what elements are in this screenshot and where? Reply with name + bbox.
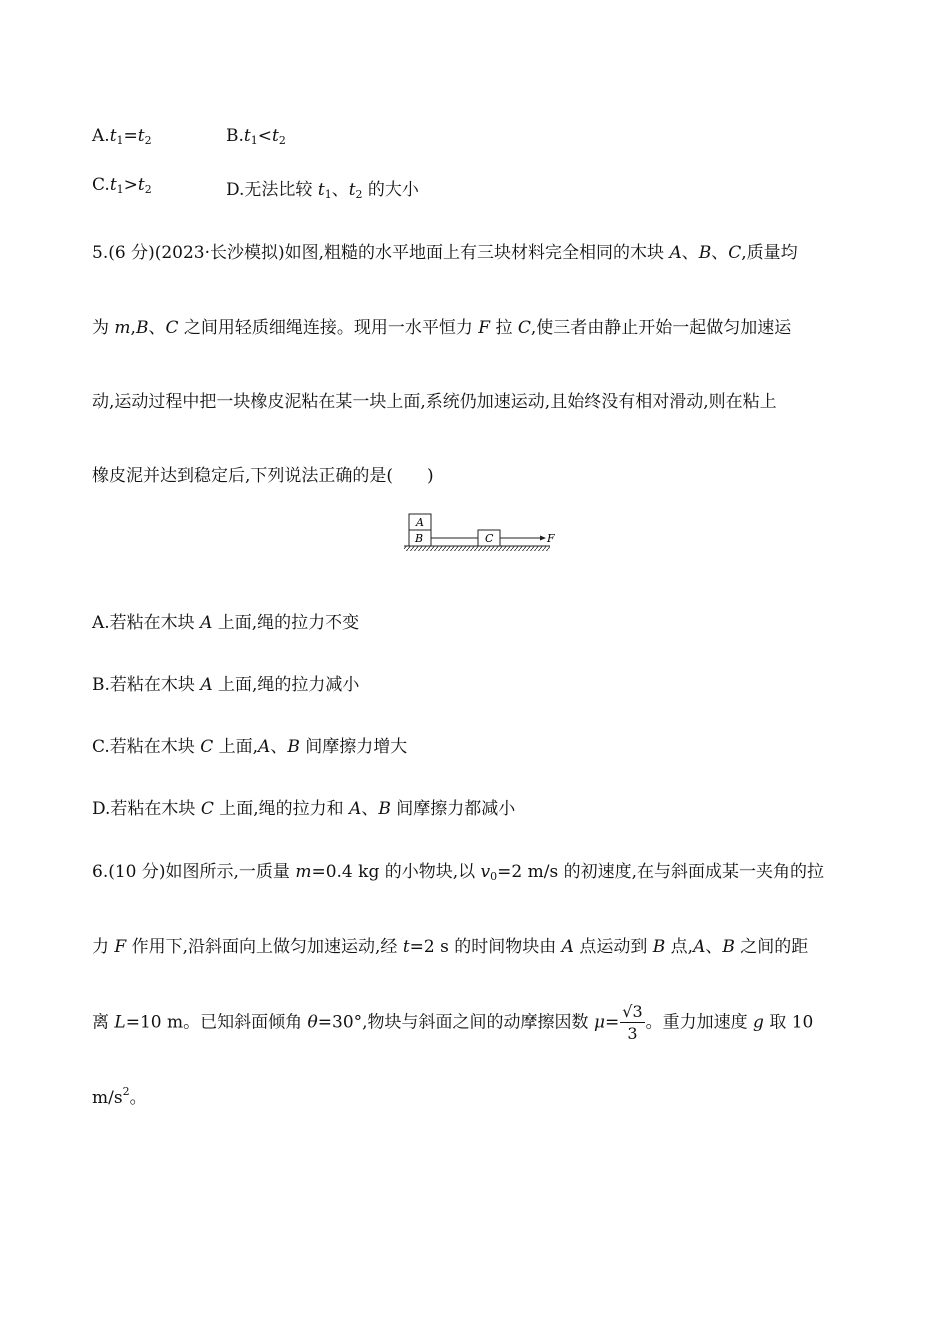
force-arrowhead <box>540 536 546 541</box>
q4-option-a: $A.t_1=t_2$ <box>92 126 152 147</box>
q6-stem-line-3: 离 L=10 m。已知斜面倾角 θ=30°,物块与斜面之间的动摩擦因数 μ= $\frac{√3}{3}$ 。重力加速度 g 取 10 <box>92 1002 814 1043</box>
q5-option-a: A.若粘在木块 A 上面,绳的拉力不变 <box>92 613 360 633</box>
q4-option-d: D.无法比较 $t_1$、$t_2$ 的大小 <box>226 180 419 201</box>
q5-stem-line-3: 动,运动过程中把一块橡皮泥粘在某一块上面,系统仍加速运动,且始终没有相对滑动,则在粘上 <box>92 392 777 412</box>
q5-option-d: D.若粘在木块 C 上面,绳的拉力和 A、B 间摩擦力都减小 <box>92 799 516 819</box>
mu-fraction: $\frac{√3}{3}$ <box>622 1002 643 1043</box>
label-f: F <box>547 532 555 545</box>
q4-option-c: $C.t_1>t_2$ <box>92 175 152 196</box>
q5-stem-line-4: 橡皮泥并达到稳定后,下列说法正确的是( ) <box>92 466 434 486</box>
blocks-figure <box>400 509 560 555</box>
label-a: A <box>416 516 424 529</box>
ground-hatch <box>404 546 550 551</box>
label-b: B <box>415 532 424 545</box>
q5-stem-line-1: 5.(6 分)(2023·长沙模拟)如图,粗糙的水平地面上有三块材料完全相同的木块 A、B、C,质量均 <box>92 243 798 263</box>
q6-stem-line-1: 6.(10 分)如图所示,一质量 m=0.4 kg 的小物块,以 $v_0=2$ m/s 的初速度,在与斜面成某一夹角的拉 <box>92 862 824 883</box>
q5-option-c: C.若粘在木块 C 上面,A、B 间摩擦力增大 <box>92 737 408 757</box>
q5-stem-line-2: 为 m,B、C 之间用轻质细绳连接。现用一水平恒力 F 拉 C,使三者由静止开始一起做匀加速运 <box>92 318 792 338</box>
q6-stem-line-2: 力 F 作用下,沿斜面向上做匀加速运动,经 t=2 s 的时间物块由 A 点运动到 B 点,A、B 之间的距 <box>92 937 809 957</box>
q4-option-b: $B.t_1<t_2$ <box>226 126 286 147</box>
q5-option-b: B.若粘在木块 A 上面,绳的拉力减小 <box>92 675 360 695</box>
q6-stem-line-4: $m/s^2$。 <box>92 1085 147 1108</box>
label-c: C <box>485 532 494 545</box>
